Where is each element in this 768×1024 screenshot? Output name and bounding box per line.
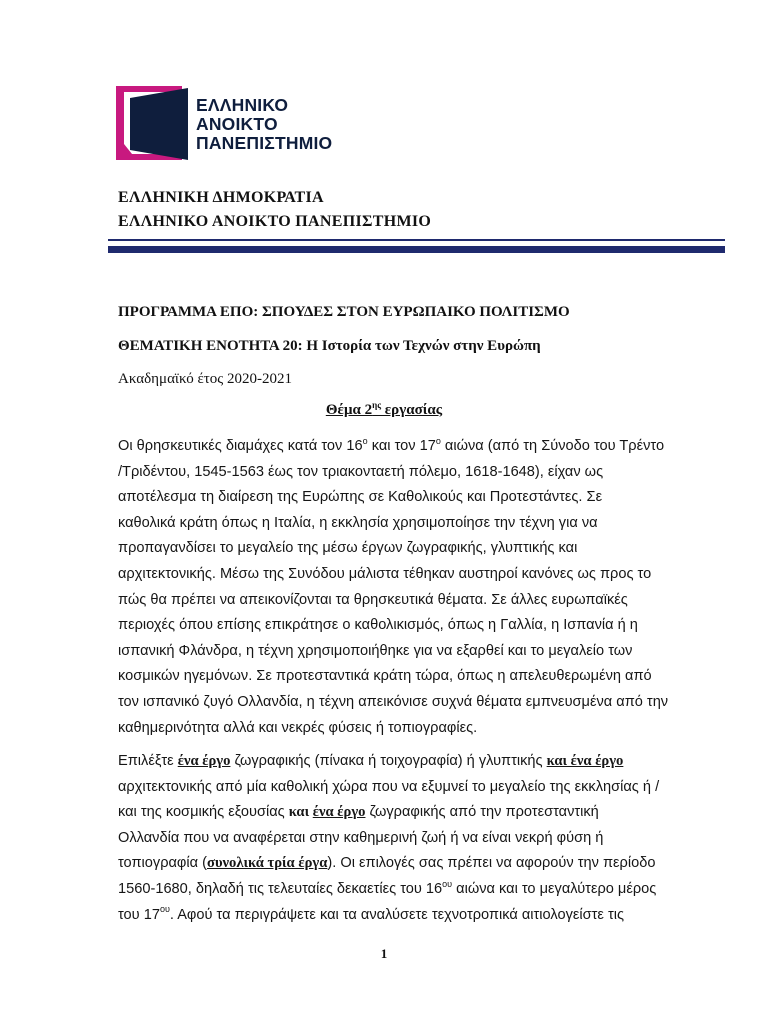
text-line: τοπιογραφία (συνολικά τρία έργα). Οι επιλογές σας πρέπει να αφορούν την περίοδο (118, 855, 656, 872)
topic-title: Θέμα $2^{\eta\varsigma}$ εργασίας (325, 399, 443, 418)
header-republic: ΕΛΛΗΝΙΚΗ ΔΗΜΟΚΡΑΤΙΑ (118, 189, 324, 206)
header-university: ΕΛΛΗΝΙΚΟ ΑΝΟΙΚΤΟ ΠΑΝΕΠΙΣΤΗΜΙΟ (118, 213, 432, 230)
text-line: προπαγανδίσει το μεγαλείο της μέσω έργων ζωγραφικής, γλυπτικής και (118, 540, 578, 557)
text-line: αρχιτεκτονικής. Μέσω της Συνόδου μάλιστα τέθηκαν αυστηροί κανόνες ως προς το (118, 565, 652, 582)
text-line: καθημερινότητα αλλά και νεκρές φύσεις ή τοπιογραφίες. (118, 719, 478, 736)
text-line: 1560-1680, δηλαδή τις τελευταίες δεκαετίες του $16^{o\upsilon}$ αιώνα και το μεγαλύτερο μέρος (118, 878, 657, 897)
text-line: Ολλανδία που να αναφέρεται στην καθημερινή ζωή ή να είναι νεκρή φύση ή (118, 829, 604, 846)
page-number: 1 (380, 946, 388, 961)
emphasis-and-one-work: και ένα έργο (546, 753, 624, 769)
text-line: του $17^{o\upsilon}$. Αφού τα περιγράψετε και τα αναλύσετε τεχνοτροπικά αιτιολογείστε τις (118, 904, 624, 923)
text-line: πώς θα πρέπει να απεικονίζονται τα θρησκευτικά θέματα. Σε άλλες ευρωπαϊκές (118, 591, 628, 608)
program-title: ΠΡΟΓΡΑΜΜΑ ΕΠΟ: ΣΠΟΥΔΕΣ ΣΤΟΝ ΕΥΡΩΠΑΙΚΟ ΠΟΛΙΤΙΣΜΟ (118, 304, 570, 320)
logo-wordmark-line1: ΕΛΛΗΝΙΚΟ (196, 95, 289, 115)
academic-year: Ακαδημαϊκό έτος 2020-2021 (118, 371, 292, 387)
logo-wordmark (196, 96, 332, 153)
text-line: αποτέλεσμα τη διαίρεση της Ευρώπης σε Καθολικούς και Προτεστάντες. Σε (118, 489, 603, 506)
text-line: Οι θρησκευτικές διαμάχες κατά τον $16^o$ και τον $17^o$ αιώνα (από τη Σύνοδο του Τρέντο (118, 435, 665, 454)
emphasis-three-works: συνολικά τρία έργα (207, 855, 328, 872)
intro-paragraph (118, 434, 669, 741)
text-line: ισπανική Φλάνδρα, η τέχνη χρησιμοποιήθηκε για να εξαρθεί και το μεγαλείο των (118, 642, 633, 659)
text-line: /Τριδέντου, 1545-1563 έως τον τριακονταετή πόλεμο, 1618-1648), είχαν ως (118, 463, 604, 480)
header-rule-thick (108, 246, 725, 253)
logo-wordmark-line2: ΑΝΟΙΚΤΟ (196, 114, 278, 134)
text-line: τον ισπανικό ζυγό Ολλανδία, η τέχνη απεικόνισε συχνά θέματα εμπνευσμένα από την (118, 693, 669, 710)
text-line: αρχιτεκτονικής από μία καθολική χώρα που να εξυμνεί το μεγαλείο της εκκλησίας ή / (118, 778, 660, 795)
text-line: καθολικά κράτη όπως η Ιταλία, η εκκλησία χρησιμοποίησε την τέχνη για να (118, 514, 598, 531)
text-line: και της κοσμικής εξουσίας και ένα έργο ζωγραφικής από την προτεσταντική (118, 804, 599, 821)
module-title: ΘΕΜΑΤΙΚΗ ΕΝΟΤΗΤΑ 20: Η Ιστορία των Τεχνών στην Ευρώπη (118, 338, 541, 354)
assignment-paragraph (118, 749, 660, 928)
emphasis-one-work: ένα έργο (177, 753, 231, 769)
text-line: περιοχές όπου επίσης επικράτησε ο καθολικισμός, όπως η Γαλλία, η Ισπανία ή η (118, 617, 638, 634)
text-line: Επιλέξτε ένα έργο ζωγραφικής (πίνακα ή τοιχογραφία) ή γλυπτικής και ένα έργο (118, 753, 624, 769)
logo-navy-book (130, 88, 188, 160)
logo-wordmark-line3: ΠΑΝΕΠΙΣΤΗΜΙΟ (196, 133, 333, 153)
emphasis-one-work: ένα έργο (312, 804, 366, 821)
text-line: κοσμικών ηγεμόνων. Σε προτεσταντικά κράτη τώρα, όπως η απελευθερωμένη από (118, 668, 652, 685)
header-rule-thin (108, 239, 725, 241)
